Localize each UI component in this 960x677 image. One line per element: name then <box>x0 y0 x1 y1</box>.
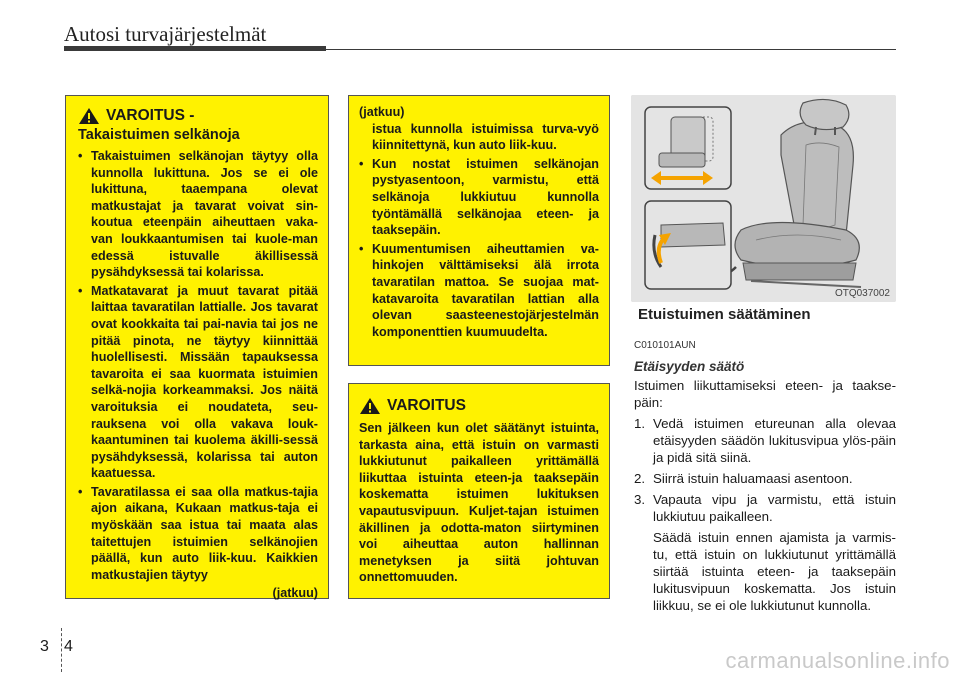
list-item: • Kuumentumisen aiheuttamien va-hinkojen välttämiseksi älä irrota tavaratilan mattoa. Se suojaa mat-katavaroita tavaratilan lattian alla olevan saasteenestojärjestelmän komponenttien kuumuudelta. <box>359 241 599 341</box>
section-title: Etuistuimen säätäminen <box>638 306 811 323</box>
step-number: 1. <box>634 416 646 431</box>
header-rule-thin <box>326 49 896 50</box>
warning-box-rear-seatback <box>65 95 329 599</box>
continued-paragraph: istua kunnolla istuimissa turva-vyö kiinnitettynä, kun auto liik-kuu. <box>372 121 599 153</box>
section-code: C010101AUN <box>634 340 696 351</box>
warning-list <box>359 156 599 341</box>
list-item: • Takaistuimen selkänojan täytyy olla kunnolla lukittuna. Jos se ei ole lukittuna, taaempana olevat matkustajat ja tavarat voivat sin-koutua eteenpäin aiheuttaen vaka-van loukkaantumisen tai kuole-man edessä istuvalle äkillisessä pysähdyksessä tai kolarissa. <box>78 148 318 281</box>
list-item <box>634 470 896 487</box>
page-chapter: 3 <box>40 638 49 655</box>
step-number: 3. <box>634 492 646 507</box>
step-text: Siirrä istuin haluamaasi asentoon. <box>653 471 853 486</box>
warning-heading-text: VAROITUS <box>387 397 466 414</box>
warning-triangle-icon <box>78 107 100 125</box>
seat-illustration <box>631 95 896 302</box>
page-number-divider <box>61 628 62 672</box>
seat-drawing <box>631 95 896 302</box>
list-item: • Kun nostat istuimen selkänojan pystyasentoon, varmistu, että selkänoja lukkiutuu kunnolla työntämällä selkänojaa eteen- ja taaksepäin. <box>359 156 599 239</box>
header-rule-thick <box>64 46 326 51</box>
continued-label: (jatkuu) <box>359 105 405 119</box>
warning-subheading: Takaistuimen selkänoja <box>78 127 240 143</box>
warning-triangle-icon <box>359 397 381 415</box>
page-header-title: Autosi turvajärjestelmät <box>64 22 267 46</box>
step-note: Säädä istuin ennen ajamista ja varmis-tu, että istuin on lukkiutunut yrittämällä siirtää istuinta eteen- ja taaksepäin lukitusvipuun koskematta. Jos istuin liikkuu, se ei ole lukkiutunut kunnolla. <box>653 530 896 613</box>
list-item: • Matkatavarat ja muut tavarat pitää laittaa tavaratilan lattialle. Jos tavarat ovat kookkaita tai pai-navia tai jos ne pitää pinota, ne täytyy kiinnittää huolellisesti. Missään tapauksessa tavaroita ei saa kuormata istuimien selkä-nojia korkeammaksi. Jos näitä varoituksia ei noudateta, seu-rauksena voi olla vakava louk-kaantuminen tai kuolema äkilli-sessä pysähdyksessä, kolarissa tai auton kaatuessa. <box>78 283 318 482</box>
warning-box-continued <box>348 95 610 366</box>
list-item: • Tavaratilassa ei saa olla matkus-tajia ajon aikana, Kukaan matkus-taja ei myöskään saa istua tai maata alas taitettujen istuimien selkänojien päällä, kun auto liik-kuu. Kaikkien matkustajien täytyy <box>78 484 318 584</box>
warning-list <box>78 148 318 583</box>
warning-box-seat-lock <box>348 383 610 599</box>
continued-label: (jatkuu) <box>272 586 318 601</box>
warning-heading-text: VAROITUS - <box>106 107 195 124</box>
step-text: Vedä istuimen etureunan alla olevaa etäisyyden säädön lukitusvipua ylös-päin ja pidä sitä siinä. <box>653 416 896 465</box>
warning-heading <box>359 396 599 416</box>
warning-paragraph: Sen jälkeen kun olet säätänyt istuinta, tarkasta aina, että istuin on varmasti lukkiutunut paikalleen yrittämällä liikuttaa istuinta eteen-ja taaksepäin koskematta istuimen lukituksen vapautusvipuun. Kuljet-tajan istuimen äkillinen ja odotta-maton siirtyminen voi aiheuttaa auton hallinnan menetyksen ja siitä johtuvan onnettomuuden. <box>359 421 599 585</box>
step-number: 2. <box>634 471 646 486</box>
step-text: Vapauta vipu ja varmistu, että istuin lukkiutuu paikalleen. <box>653 492 896 524</box>
watermark: carmanualsonline.info <box>725 648 950 673</box>
list-item <box>634 491 896 525</box>
warning-heading <box>78 106 318 126</box>
list-item <box>634 415 896 466</box>
section-intro: Istuimen liikuttamiseksi eteen- ja taakse-päin: <box>634 378 896 410</box>
page-index: 4 <box>64 638 73 655</box>
section-subtitle: Etäisyyden säätö <box>634 359 745 374</box>
steps-list <box>634 415 896 525</box>
right-column <box>634 306 896 614</box>
figure-code: OTQ037002 <box>834 288 890 299</box>
